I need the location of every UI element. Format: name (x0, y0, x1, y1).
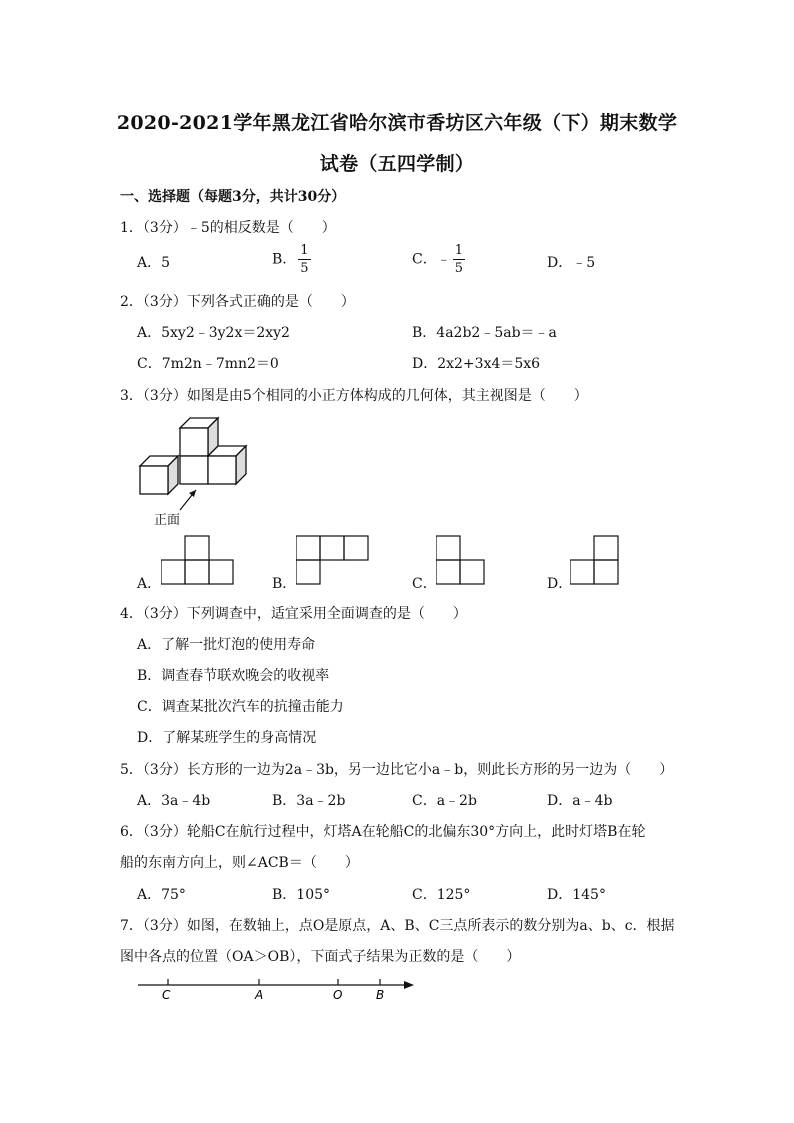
option-c-view-figure (436, 535, 492, 587)
question-5-option-a: A．3a﹣4b (137, 793, 211, 809)
question-1-option-c (412, 244, 465, 275)
question-2-option-b: B．4a2b2﹣5ab＝﹣a (412, 325, 557, 341)
question-6-stem-line-2: 船的东南方向上，则∠ACB＝（ ） (120, 855, 359, 871)
question-3-option-b-label: B． (272, 576, 297, 592)
question-3-option-a-label: A． (137, 576, 162, 592)
question-1-stem: 1．（3分）﹣5的相反数是（ ） (120, 220, 336, 236)
option-b-view-figure (296, 535, 372, 587)
question-4-option-c: C．调查某批次汽车的抗撞击能力 (137, 699, 344, 715)
point-label-c: C (162, 988, 171, 1002)
front-view-label: 正面 (154, 513, 181, 528)
exam-title-line-2: 试卷（五四学制） (319, 153, 475, 175)
question-4-option-b: B．调查春节联欢晚会的收视率 (137, 668, 330, 684)
option-d-view-figure (570, 535, 626, 587)
question-5-option-d: D．a﹣4b (547, 793, 613, 809)
question-2-option-a: A．5xy2﹣3y2x＝2xy2 (137, 325, 290, 341)
question-4-stem: 4．（3分）下列调查中，适宜采用全面调查的是（ ） (120, 606, 467, 622)
cube-solid-figure (130, 412, 260, 532)
option-b-label: B． (272, 251, 297, 268)
axis-arrow-icon (404, 981, 414, 989)
question-5-option-c: C．a﹣2b (412, 793, 477, 809)
question-5-stem: 5．（3分）长方形的一边为2a﹣3b，另一边比它小a﹣b，则此长方形的另一边为（ ） (120, 762, 674, 778)
question-3-stem: 3．（3分）如图是由5个相同的小正方体构成的几何体，其主视图是（ ） (120, 388, 588, 404)
number-line-figure (130, 975, 420, 1009)
question-5-option-b: B．3a﹣2b (272, 793, 346, 809)
option-c-label: C．﹣ (412, 251, 451, 268)
question-7-stem-line-2: 图中各点的位置（OA＞OB），下面式子结果为正数的是（ ） (120, 949, 521, 965)
section-heading: 一、选择题（每题3分，共计30分） (120, 189, 346, 205)
question-7-stem-line-1: 7．（3分）如图，在数轴上，点O是原点，A、B、C三点所表示的数分别为a、b、c．根据 (120, 918, 675, 934)
question-2-option-c: C．7m2n﹣7mn2＝0 (137, 356, 279, 372)
question-6-stem-line-1: 6．（3分）轮船C在航行过程中，灯塔A在轮船C的北偏东30°方向上，此时灯塔B在轮 (120, 824, 646, 840)
exam-title-line-1: 2020-2021学年黑龙江省哈尔滨市香坊区六年级（下）期末数学 (116, 112, 678, 134)
question-6-option-d: D．145° (547, 887, 606, 903)
point-label-b: B (376, 988, 385, 1002)
point-label-o: O (333, 988, 343, 1002)
question-3-option-c-label: C． (412, 576, 437, 592)
question-6-option-b: B．105° (272, 887, 331, 903)
question-1-option-b (272, 244, 311, 275)
question-1-option-d: D．﹣5 (547, 255, 596, 271)
option-a-view-figure (161, 535, 237, 587)
fraction: $\frac{1}{5}$ (454, 243, 463, 276)
question-3-option-d-label: D． (547, 576, 573, 592)
question-6-option-a: A．75° (137, 887, 186, 903)
question-4-option-d: D．了解某班学生的身高情况 (137, 730, 317, 746)
point-label-a: A (255, 988, 264, 1002)
question-2-stem: 2．（3分）下列各式正确的是（ ） (120, 294, 355, 310)
question-4-option-a: A．了解一批灯泡的使用寿命 (137, 637, 316, 653)
fraction: $\frac{1}{5}$ (300, 243, 309, 276)
question-1-option-a: A．5 (137, 255, 171, 271)
question-6-option-c: C．125° (412, 887, 471, 903)
question-2-option-d: D．2x2+3x4＝5x6 (412, 356, 541, 372)
